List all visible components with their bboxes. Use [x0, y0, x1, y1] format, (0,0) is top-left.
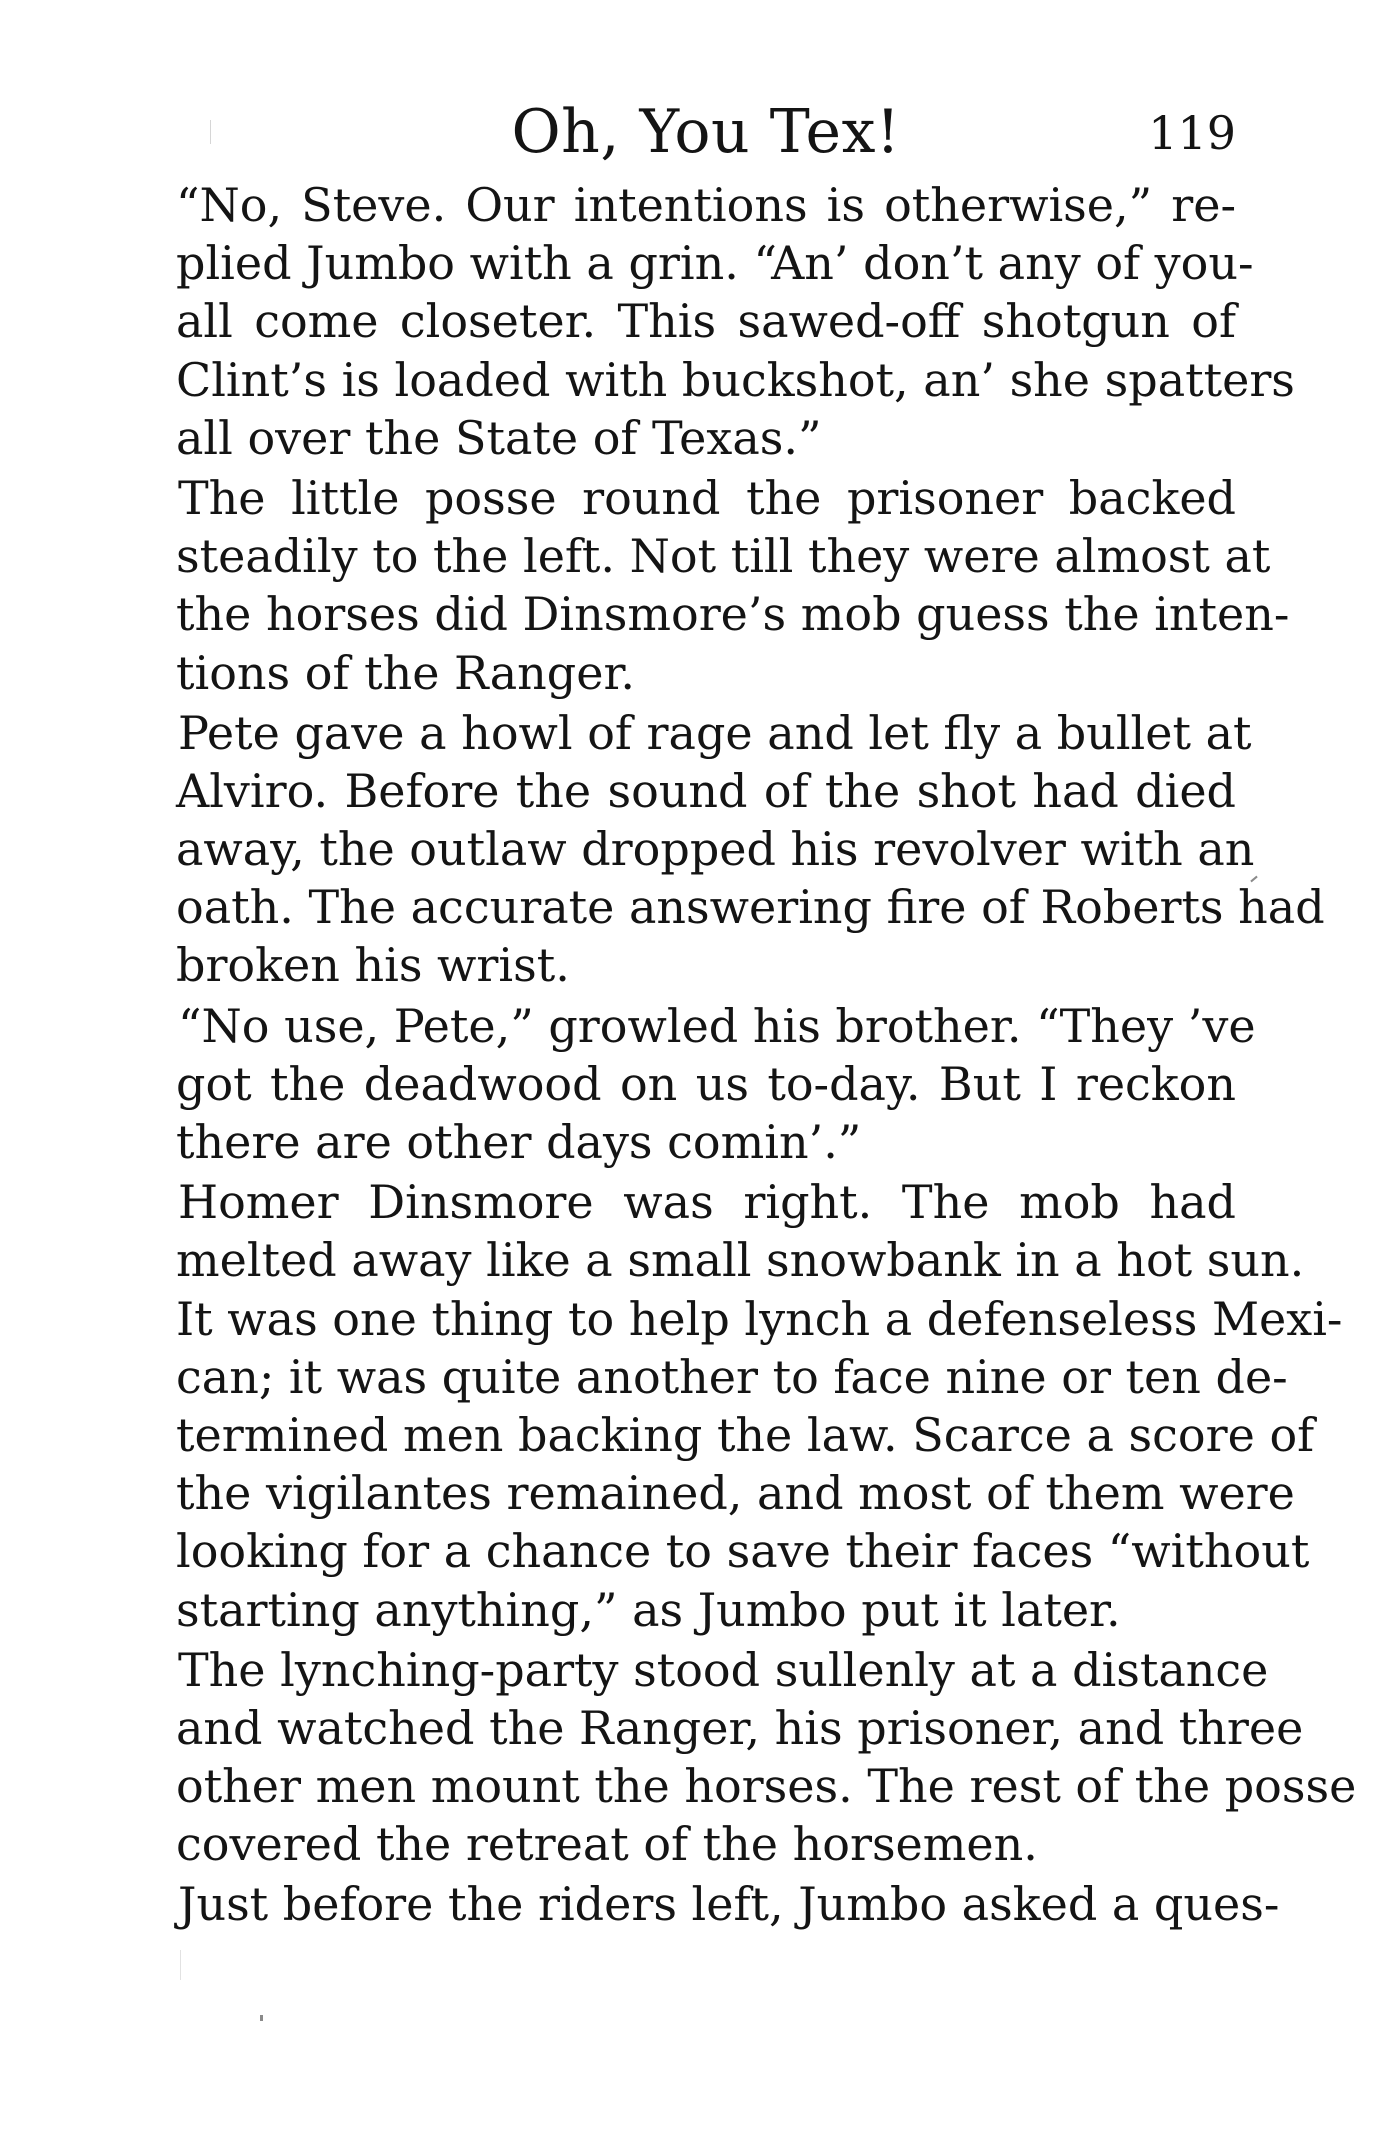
text-line: the horses did Dinsmore’s mob guess the inten- — [176, 587, 1290, 642]
text-line: away, the outlaw dropped his revolver with an — [176, 822, 1255, 877]
text-line: and watched the Ranger, his prisoner, and three — [176, 1700, 1304, 1755]
running-title: Oh, You Tex! — [511, 97, 901, 167]
paragraph — [176, 997, 1256, 1172]
paragraph — [176, 469, 1290, 702]
text-line: starting anything,” as Jumbo put it later. — [176, 1582, 1121, 1637]
text-line: there are other days comin’.” — [176, 1115, 862, 1169]
scan-speck — [180, 1950, 181, 1980]
body-text — [176, 176, 1357, 1934]
scan-speck — [210, 120, 211, 144]
text-line: “No, Steve. Our intentions is otherwise,” re- — [176, 178, 1236, 232]
text-line: other men mount the horses. The rest of the posse — [176, 1759, 1357, 1814]
paragraph — [176, 704, 1325, 995]
running-head — [176, 92, 1236, 172]
text-line: covered the retreat of the horsemen. — [176, 1817, 1038, 1872]
paragraph — [176, 1173, 1343, 1639]
text-line: tions of the Ranger. — [176, 645, 636, 700]
paragraph — [176, 1875, 1280, 1933]
text-line: Pete gave a howl of rage and let fly a bullet at — [178, 705, 1252, 760]
text-line: Just before the riders left, Jumbo asked a ques- — [178, 1877, 1280, 1932]
text-line: got the deadwood on us to-day. But I reckon — [176, 1056, 1236, 1111]
paragraph — [176, 176, 1295, 467]
text-line: termined men backing the law. Scarce a score of — [176, 1407, 1315, 1462]
paragraph — [176, 1641, 1357, 1874]
scan-speck — [260, 2015, 263, 2021]
text-line: oath. The accurate answering fire of Roberts had — [176, 880, 1325, 935]
text-line: The lynching-party stood sullenly at a distance — [178, 1642, 1269, 1697]
text-line: all over the State of Texas.” — [176, 410, 822, 465]
text-line: broken his wrist. — [176, 938, 570, 993]
text-line: Homer Dinsmore was right. The mob had — [178, 1175, 1236, 1230]
text-line: Alviro. Before the sound of the shot had died — [176, 763, 1236, 818]
text-line: all come closeter. This sawed-off shotgun of — [176, 294, 1236, 349]
text-line: The little posse round the prisoner backed — [178, 470, 1236, 525]
text-line: It was one thing to help lynch a defenseless Mexi- — [176, 1291, 1343, 1346]
text-line: looking for a chance to save their faces “without — [176, 1524, 1310, 1579]
text-line: “No use, Pete,” growled his brother. “They ’ve — [178, 998, 1256, 1053]
text-line: steadily to the left. Not till they were almost at — [176, 529, 1271, 584]
page-number: 119 — [1148, 106, 1236, 160]
text-line: the vigilantes remained, and most of them were — [176, 1466, 1295, 1521]
text-line: can; it was quite another to face nine or ten de- — [176, 1349, 1288, 1404]
text-line: Clint’s is loaded with buckshot, an’ she spatters — [176, 352, 1295, 407]
text-line: melted away like a small snowbank in a hot sun. — [176, 1233, 1305, 1288]
text-line: plied Jumbo with a grin. “An’ don’t any of you- — [176, 236, 1254, 291]
